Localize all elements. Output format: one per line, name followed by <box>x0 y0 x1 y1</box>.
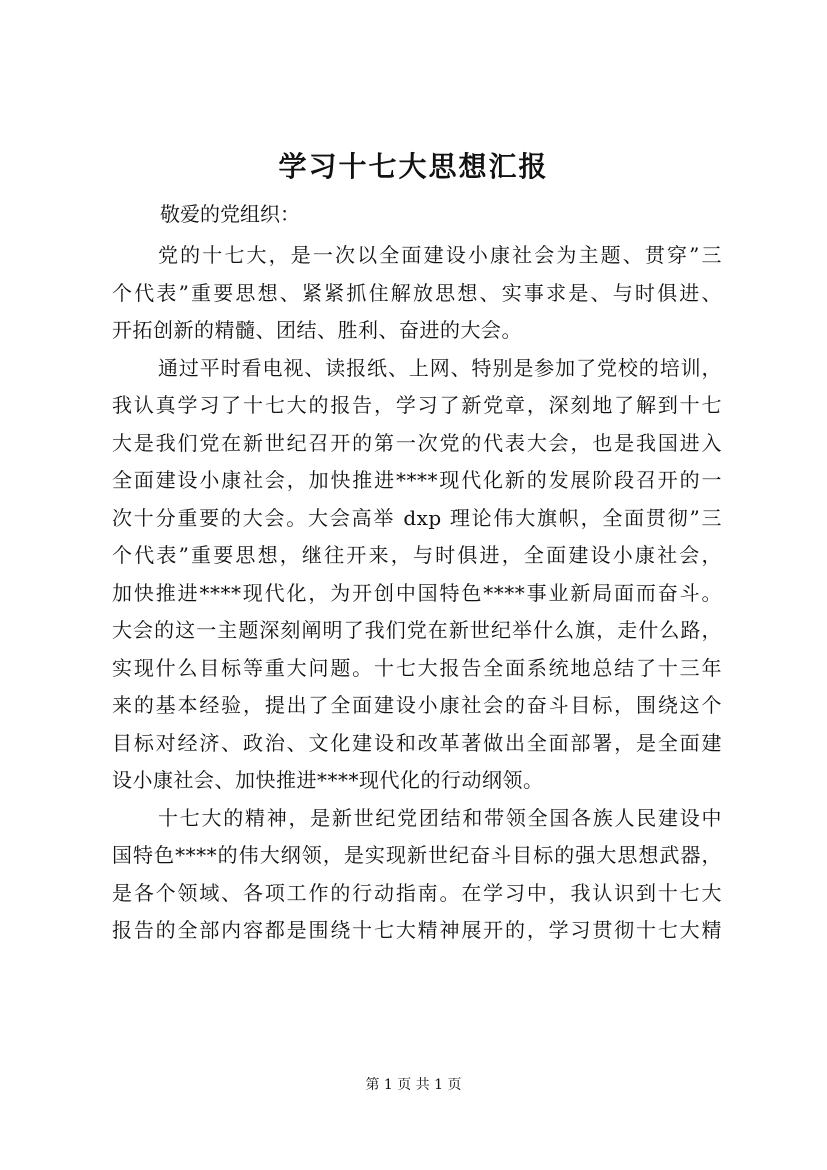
page-footer: 第 1 页 共 1 页 <box>365 1077 462 1093</box>
text-line: 设小康社会、加快推进****现代化的行动纲领。 <box>112 768 544 792</box>
paragraph <box>112 237 722 350</box>
text-line: 开拓创新的精髓、团结、胜利、奋进的大会。 <box>112 318 522 342</box>
text-line: 来的基本经验，提出了全面建设小康社会的奋斗目标，围绕这个 <box>112 693 722 717</box>
text-line: 大会的这一主题深刻阐明了我们党在新世纪举什么旗，走什么路， <box>112 618 722 642</box>
text-line: 个代表”重要思想、紧紧抓住解放思想、实事求是、与时俱进、 <box>112 280 722 305</box>
text-line: 十七大的精神，是新世纪党团结和带领全国各族人民建设中 <box>158 805 722 830</box>
text-line: 实现什么目标等重大问题。十七大报告全面系统地总结了十三年 <box>112 655 722 680</box>
salutation: 敬爱的党组织： <box>160 202 300 226</box>
text-line: 通过平时看电视、读报纸、上网、特别是参加了党校的培训， <box>158 355 722 380</box>
text-line: 加快推进****现代化，为开创中国特色****事业新局面而奋斗。 <box>112 580 722 605</box>
paragraph <box>112 350 722 800</box>
document-body <box>112 237 722 950</box>
paragraph <box>112 800 722 950</box>
text-line: 报告的全部内容都是围绕十七大精神展开的，学习贯彻十七大精 <box>112 918 722 942</box>
text-line: 我认真学习了十七大的报告，学习了新党章，深刻地了解到十七 <box>112 393 722 417</box>
text-line: 全面建设小康社会，加快推进****现代化新的发展阶段召开的一 <box>112 468 722 492</box>
text-line: 个代表”重要思想，继往开来，与时俱进，全面建设小康社会， <box>112 543 722 567</box>
text-line: 国特色****的伟大纲领，是实现新世纪奋斗目标的强大思想武器， <box>112 843 722 867</box>
text-line: 是各个领域、各项工作的行动指南。在学习中，我认识到十七大 <box>112 880 722 905</box>
document-title: 学习十七大思想汇报 <box>278 150 549 183</box>
text-line: 党的十七大，是一次以全面建设小康社会为主题、贯穿”三 <box>158 243 722 267</box>
text-line: 大是我们党在新世纪召开的第一次党的代表大会，也是我国进入 <box>112 430 722 455</box>
text-line: 次十分重要的大会。大会高举 dxp 理论伟大旗帜，全面贯彻”三 <box>112 505 722 530</box>
text-line: 目标对经济、政治、文化建设和改革著做出全面部署，是全面建 <box>112 730 722 755</box>
